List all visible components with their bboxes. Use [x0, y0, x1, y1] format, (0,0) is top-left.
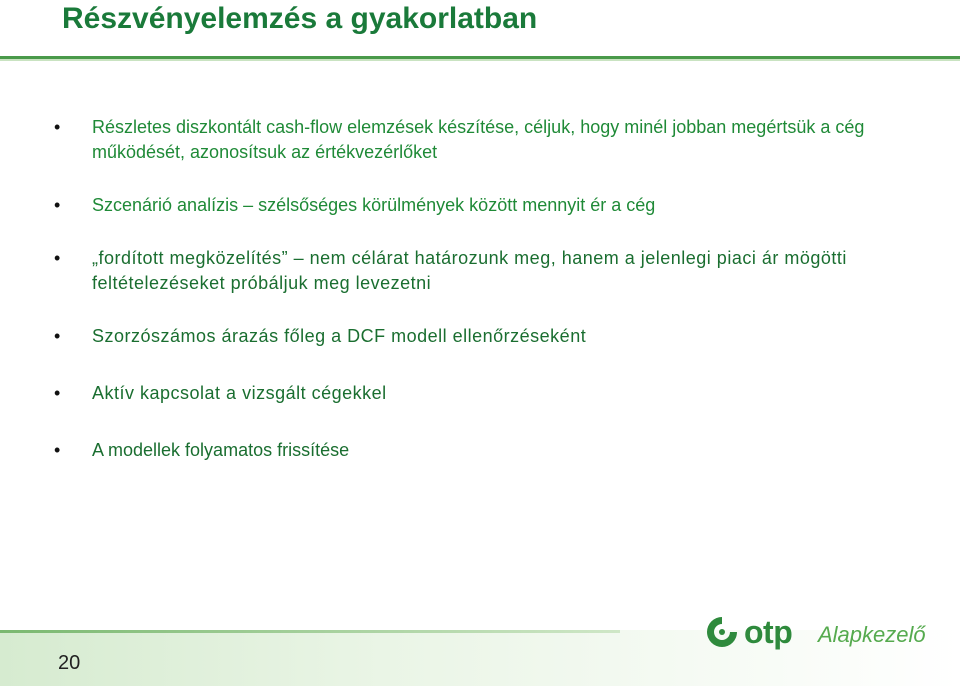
otp-logo-icon [704, 614, 740, 652]
title-divider-shadow [0, 59, 960, 61]
bullet-list [54, 115, 934, 491]
bullet-text: A modellek folyamatos frissítése [92, 440, 350, 460]
bullet-item [54, 115, 934, 165]
bullet-text: Szcenárió analízis – szélsőséges körülmények között mennyit ér a cég [92, 195, 656, 215]
bullet-text: Részletes diszkontált cash-flow elemzések készítése, céljuk, hogy minél jobban megértsük a cég működését, azonosítsuk az értékvezérlőket [92, 117, 865, 162]
bullet-dot-icon: • [54, 195, 61, 215]
bullet-dot-icon: • [54, 326, 61, 346]
bullet-item [54, 246, 934, 296]
bullet-dot-icon: • [54, 440, 61, 460]
page-title: Részvényelemzés a gyakorlatban [62, 2, 538, 35]
otp-logo [704, 612, 944, 656]
bullet-item [54, 438, 934, 463]
bullet-dot-icon: • [54, 248, 61, 268]
logo-sub-text: Alapkezelő [818, 622, 926, 647]
bullet-dot-icon: • [54, 383, 61, 403]
bullet-dot-icon: • [54, 117, 61, 137]
page-number: 20 [58, 652, 81, 674]
bullet-item [54, 324, 934, 349]
bullet-item [54, 193, 934, 218]
bullet-text: Szorzószámos árazás főleg a DCF modell ellenőrzéseként [92, 326, 587, 346]
footer-band-edge [0, 630, 620, 633]
bullet-text: „fordított megközelítés” – nem célárat határozunk meg, hanem a jelenlegi piaci ár mögötti feltételezéseket próbáljuk meg levezetni [92, 248, 847, 293]
bullet-item [54, 381, 934, 406]
bullet-text: Aktív kapcsolat a vizsgált cégekkel [92, 383, 387, 403]
logo-brand-text: otp [744, 614, 793, 650]
